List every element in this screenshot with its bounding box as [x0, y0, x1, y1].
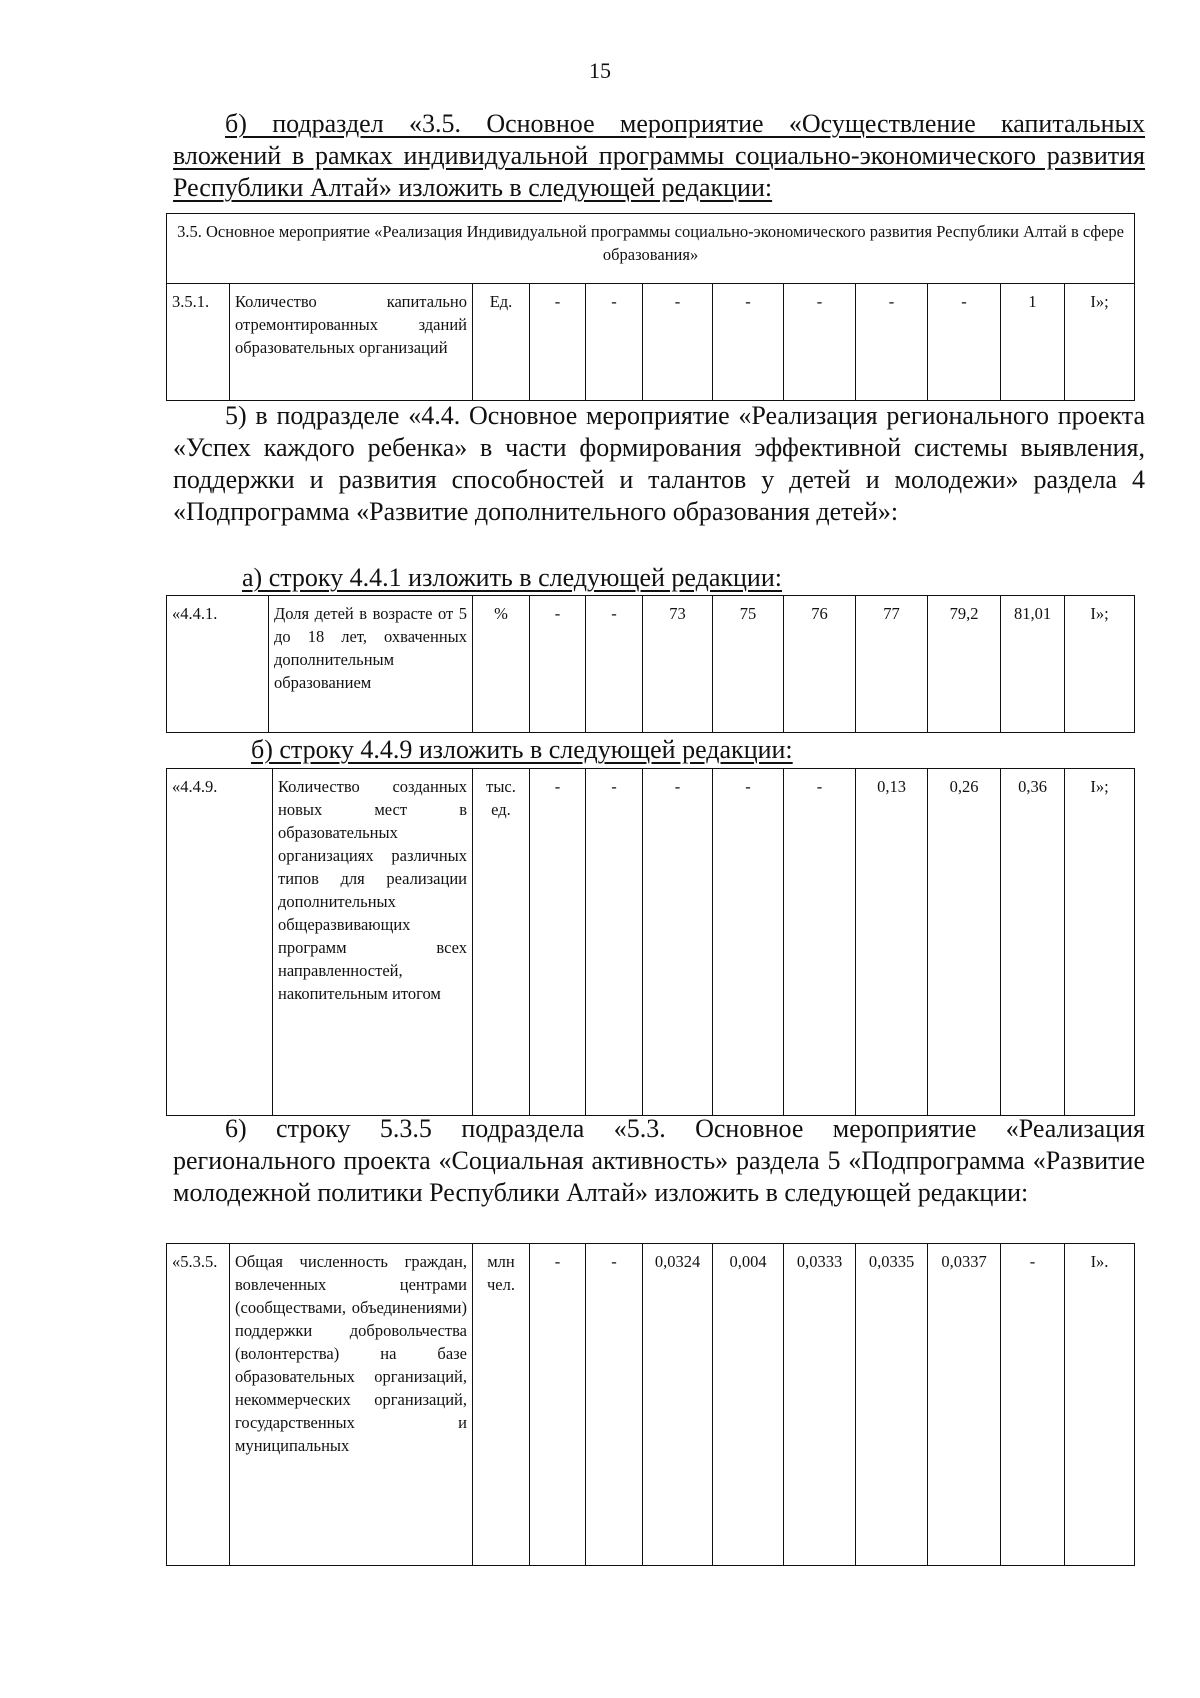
cell-value: - — [586, 1244, 643, 1566]
paragraph-5: 5) в подразделе «4.4. Основное мероприятие «Реализация регионального проекта «Успех каждого ребенка» в части формирования эффективной системы выявления, поддержки и развития способностей и талантов у детей и молодежи» раздела 4 «Подпрограмма «Развитие дополнительного образования детей»: — [173, 401, 1145, 526]
cell-value: 0,26 — [928, 769, 1001, 1116]
cell-value: 0,0335 — [856, 1244, 928, 1566]
table-row — [167, 769, 1135, 1116]
cell-value: - — [643, 284, 713, 401]
cell-value: I»; — [1065, 769, 1135, 1116]
cell-value: 0,13 — [856, 769, 928, 1116]
table-section-header: 3.5. Основное мероприятие «Реализация Индивидуальной программы социально-экономического развития Республики Алтай в сфере образования» — [167, 214, 1135, 284]
cell-value: - — [928, 284, 1001, 401]
cell-value: 75 — [713, 596, 784, 733]
cell-value: - — [713, 284, 784, 401]
line-a-text: а) строку 4.4.1 изложить в следующей редакции: — [242, 563, 782, 592]
cell-value: - — [530, 596, 586, 733]
cell-unit: % — [473, 596, 530, 733]
cell-value: 81,01 — [1001, 596, 1065, 733]
cell-value: - — [784, 284, 856, 401]
line-b-text: б) строку 4.4.9 изложить в следующей редакции: — [251, 735, 793, 764]
cell-value: 0,0333 — [784, 1244, 856, 1566]
cell-value: - — [530, 1244, 586, 1566]
cell-indicator: Общая численность граждан, вовлеченных центрами (сообществами, объединениями) поддержки добровольчества (волонтерства) на базе образовательных организаций, некоммерческих организаций, государственных и муниципальных — [230, 1244, 473, 1566]
cell-value: 77 — [856, 596, 928, 733]
cell-indicator: Количество созданных новых мест в образовательных организациях различных типов для реализации дополнительных общеразвивающих программ всех направленностей, накопительным итогом — [273, 769, 473, 1116]
table-header-row — [167, 214, 1135, 284]
cell-unit: Ед. — [473, 284, 530, 401]
line-a — [242, 562, 782, 594]
cell-value: - — [643, 769, 713, 1116]
paragraph-text: б) подраздел «3.5. Основное мероприятие «Осуществление капитальных вложений в рамках индивидуальной программы социально-экономического развития Республики Алтай» изложить в следующей редакции: — [173, 109, 1145, 202]
line-b — [251, 734, 793, 766]
table-row — [167, 284, 1135, 401]
cell-value: I»; — [1065, 596, 1135, 733]
cell-value: 79,2 — [928, 596, 1001, 733]
paragraph-subsection-3-5 — [173, 108, 1145, 204]
cell-code: «5.3.5. — [167, 1244, 230, 1566]
cell-value: 0,0324 — [643, 1244, 713, 1566]
cell-value: - — [586, 284, 643, 401]
cell-indicator: Доля детей в возрасте от 5 до 18 лет, охваченных дополнительным образованием — [269, 596, 473, 733]
cell-value: - — [713, 769, 784, 1116]
table-4-4-9 — [166, 768, 1135, 1116]
cell-value: - — [586, 769, 643, 1116]
page-number: 15 — [589, 58, 611, 83]
cell-value: 76 — [784, 596, 856, 733]
table-row — [167, 1244, 1135, 1566]
cell-value: I». — [1065, 1244, 1135, 1566]
cell-value: 0,36 — [1001, 769, 1065, 1116]
cell-value: 0,004 — [713, 1244, 784, 1566]
cell-code: «4.4.9. — [167, 769, 273, 1116]
cell-code: 3.5.1. — [167, 284, 230, 401]
cell-value: - — [1001, 1244, 1065, 1566]
cell-unit: млн чел. — [473, 1244, 530, 1566]
cell-code: «4.4.1. — [167, 596, 269, 733]
table-row — [167, 596, 1135, 733]
table-5-3-5 — [166, 1243, 1135, 1566]
cell-value: 0,0337 — [928, 1244, 1001, 1566]
paragraph-6 — [173, 1113, 1145, 1209]
cell-value: I»; — [1065, 284, 1135, 401]
cell-value: 73 — [643, 596, 713, 733]
cell-value: - — [856, 284, 928, 401]
cell-unit: тыс. ед. — [473, 769, 530, 1116]
cell-value: - — [530, 769, 586, 1116]
cell-value: 1 — [1001, 284, 1065, 401]
cell-value: - — [586, 596, 643, 733]
cell-indicator: Количество капитально отремонтированных зданий образовательных организаций — [230, 284, 473, 401]
cell-value: - — [784, 769, 856, 1116]
table-3-5 — [166, 213, 1135, 401]
paragraph-6-text: 6) строку 5.3.5 подраздела «5.3. Основное мероприятие «Реализация регионального проекта «Социальная активность» раздела 5 «Подпрограмма «Развитие молодежной политики Республики Алтай» изложить в следующей редакции: — [173, 1114, 1145, 1207]
table-4-4-1 — [166, 595, 1135, 733]
cell-value: - — [530, 284, 586, 401]
